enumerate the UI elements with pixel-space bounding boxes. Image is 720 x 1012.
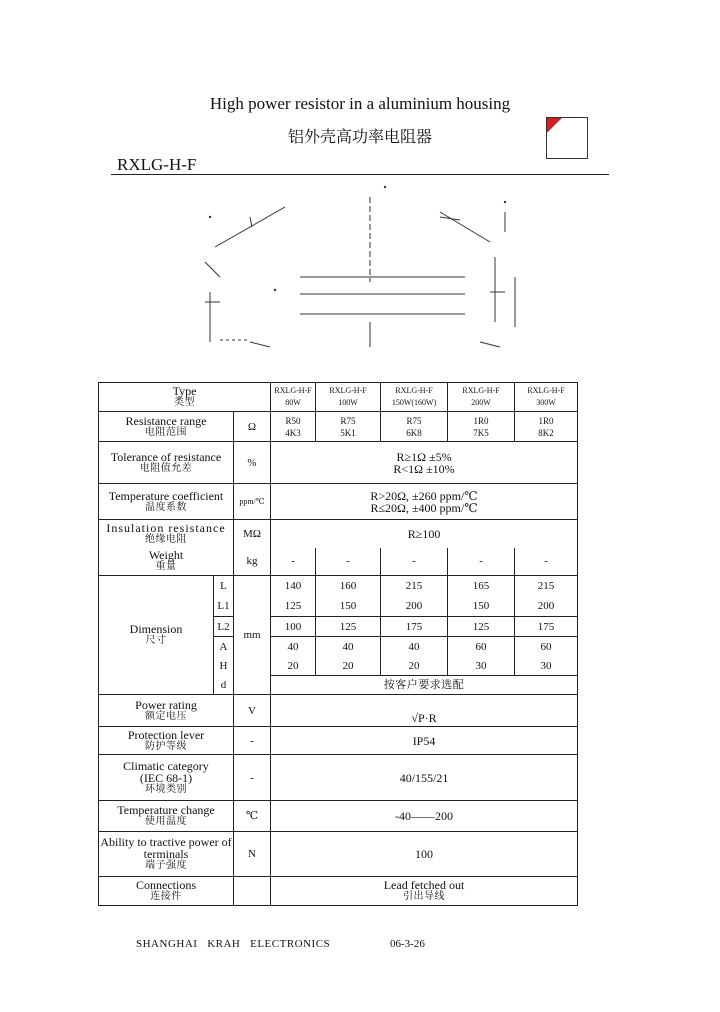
temp-coeff-unit: ppm/℃ xyxy=(234,484,271,520)
power-rating-value: √P·R xyxy=(271,695,578,727)
model-cell xyxy=(515,383,578,412)
dimension-d-value: 按客户要求选配 xyxy=(271,676,578,695)
dim-value: 30 xyxy=(448,657,515,676)
dim-value: 200 xyxy=(381,596,448,617)
dim-value: 160 xyxy=(316,576,381,596)
resistance-max: 7K5 xyxy=(473,427,489,438)
dim-value: 125 xyxy=(316,617,381,637)
temp-coeff-line-2: R≤20Ω, ±400 ppm/℃ xyxy=(370,500,478,515)
dimension-key: A xyxy=(214,637,234,657)
model-name: RXLG-H-F xyxy=(395,386,433,395)
resistance-min: R75 xyxy=(340,415,356,426)
dim-value: 165 xyxy=(448,576,515,596)
model-name: RXLG-H-F xyxy=(527,386,565,395)
climatic-value: 40/155/21 xyxy=(271,755,578,801)
resistance-min: R75 xyxy=(406,415,422,426)
insulation-unit: MΩ xyxy=(234,520,271,548)
connections-value: Lead fetched out xyxy=(383,878,465,892)
tractive-row xyxy=(99,832,643,877)
tractive-label: Ability to tractive power of xyxy=(100,835,232,849)
resistance-max: 6K8 xyxy=(406,427,422,438)
tractive-label-cn: 端子强度 xyxy=(145,860,187,871)
tolerance-line-2: R<1Ω ±10% xyxy=(393,461,455,476)
type-row xyxy=(99,383,643,412)
model-power: 100W xyxy=(338,398,358,407)
connections-label-cn: 连接件 xyxy=(150,891,182,902)
footer-date: 06-3-26 xyxy=(390,938,425,950)
dimension-drawing xyxy=(190,182,530,357)
climatic-label: Climatic category xyxy=(123,758,209,773)
dimension-row-l xyxy=(99,576,643,596)
temp-change-row xyxy=(99,801,643,832)
resistance-min: 1R0 xyxy=(473,415,489,426)
dim-value: 40 xyxy=(271,637,316,657)
dimension-key: d xyxy=(214,676,234,695)
tractive-unit: N xyxy=(234,832,271,877)
dimension-label-cn: 尺寸 xyxy=(145,635,167,646)
temp-coeff-label: Temperature coefficient xyxy=(108,488,224,503)
dim-value: 40 xyxy=(316,637,381,657)
dim-value: 20 xyxy=(271,657,316,676)
tolerance-label: Tolerance of resistance xyxy=(110,449,222,464)
temp-change-unit: ℃ xyxy=(234,801,271,832)
dim-value: 150 xyxy=(316,596,381,617)
title-english: High power resistor in a aluminium housing xyxy=(209,94,511,113)
dim-value: 150 xyxy=(448,596,515,617)
tractive-label-2: terminals xyxy=(143,847,189,861)
dim-value: 175 xyxy=(381,617,448,637)
model-power: 300W xyxy=(536,398,556,407)
model-power: 150W(160W) xyxy=(391,398,437,407)
insulation-label: Insulation resistance xyxy=(106,520,226,535)
climatic-row xyxy=(99,755,643,801)
weight-row xyxy=(99,548,643,576)
temp-coeff-label-cn: 温度系数 xyxy=(145,501,187,513)
connections-unit xyxy=(234,877,271,906)
resistance-row xyxy=(99,412,643,442)
type-label: Type xyxy=(172,384,197,398)
temp-coeff-line-1: R>20Ω, ±260 ppm/℃ xyxy=(370,488,478,503)
temp-coeff-row xyxy=(99,484,643,520)
resistance-max: 8K2 xyxy=(538,427,554,438)
model-cell xyxy=(316,383,381,412)
tolerance-label-cn: 电阻值允差 xyxy=(139,462,193,474)
dimension-key: L1 xyxy=(214,596,234,617)
model-power: 200W xyxy=(471,398,491,407)
climatic-unit: - xyxy=(234,755,271,801)
power-rating-unit: V xyxy=(234,695,271,727)
insulation-row xyxy=(99,520,643,548)
type-label-cn: 类型 xyxy=(174,397,196,408)
dim-value: 100 xyxy=(271,617,316,637)
weight-label-cn: 重量 xyxy=(155,561,177,573)
model-cell xyxy=(448,383,515,412)
connections-row xyxy=(99,877,643,906)
footer-company: SHANGHAI KRAH ELECTRONICS xyxy=(136,938,331,950)
company-logo xyxy=(546,117,588,159)
protection-label: Protection lever xyxy=(127,727,205,742)
model-power: 80W xyxy=(285,398,301,407)
dim-value: 125 xyxy=(271,596,316,617)
dim-value: 140 xyxy=(271,576,316,596)
dimension-key: L xyxy=(214,576,234,596)
resistance-min: R50 xyxy=(285,415,301,426)
power-rating-label-cn: 额定电压 xyxy=(145,710,187,722)
dim-value: 200 xyxy=(515,596,578,617)
weight-value: - xyxy=(271,548,316,576)
weight-value: - xyxy=(448,548,515,576)
power-rating-row xyxy=(99,695,643,727)
temp-change-value: -40——200 xyxy=(271,801,578,832)
model-name: RXLG-H-F xyxy=(329,386,367,395)
dim-value: 40 xyxy=(381,637,448,657)
dim-value: 60 xyxy=(448,637,515,657)
resistance-max: 5K1 xyxy=(340,427,356,438)
power-rating-label: Power rating xyxy=(135,697,197,712)
resistance-max: 4K3 xyxy=(285,427,301,438)
tractive-value: 100 xyxy=(271,832,578,877)
dim-value: 215 xyxy=(515,576,578,596)
protection-unit: - xyxy=(234,727,271,755)
insulation-label-cn: 绝缘电阻 xyxy=(145,533,187,545)
dim-value: 60 xyxy=(515,637,578,657)
resistance-label: Resistance range xyxy=(125,413,207,428)
connections-label: Connections xyxy=(136,878,196,892)
weight-label: Weight xyxy=(148,548,184,563)
spec-table xyxy=(98,382,643,906)
connections-value-cn: 引出导线 xyxy=(403,891,446,902)
resistance-min: 1R0 xyxy=(538,415,554,426)
dim-value: 175 xyxy=(515,617,578,637)
protection-value: IP54 xyxy=(271,727,578,755)
dimension-label: Dimension xyxy=(129,622,183,636)
model-name: RXLG-H-F xyxy=(274,386,312,395)
climatic-label-cn: 环境类别 xyxy=(145,783,187,795)
climatic-label-2: (IEC 68-1) xyxy=(139,770,193,785)
weight-value: - xyxy=(316,548,381,576)
tolerance-row xyxy=(99,442,643,484)
model-cell xyxy=(381,383,448,412)
temp-change-label: Temperature change xyxy=(117,803,215,817)
dimension-key: H xyxy=(214,657,234,676)
model-name: RXLG-H-F xyxy=(462,386,500,395)
protection-label-cn: 防护等级 xyxy=(145,740,187,752)
dimension-key: L2 xyxy=(214,617,234,637)
weight-value: - xyxy=(515,548,578,576)
weight-value: - xyxy=(381,548,448,576)
type-header-cell xyxy=(99,383,271,412)
insulation-value: R≥100 xyxy=(271,520,578,548)
title-chinese: 铝外壳高功率电阻器 xyxy=(287,129,432,146)
resistance-label-cn: 电阻范围 xyxy=(145,426,187,438)
model-number: RXLG-H-F xyxy=(117,155,197,174)
model-cell xyxy=(271,383,316,412)
dim-value: 215 xyxy=(381,576,448,596)
tolerance-line-1: R≥1Ω ±5% xyxy=(396,449,452,464)
weight-unit: kg xyxy=(234,548,271,576)
temp-change-label-cn: 使用温度 xyxy=(145,816,187,827)
dimension-unit: mm xyxy=(234,576,271,695)
dim-value: 20 xyxy=(381,657,448,676)
dim-value: 125 xyxy=(448,617,515,637)
dim-value: 20 xyxy=(316,657,381,676)
dim-value: 30 xyxy=(515,657,578,676)
dimension-label-cell xyxy=(99,576,214,695)
protection-row xyxy=(99,727,643,755)
tolerance-unit: % xyxy=(234,442,271,484)
header-divider xyxy=(111,174,609,175)
resistance-unit: Ω xyxy=(234,412,271,442)
